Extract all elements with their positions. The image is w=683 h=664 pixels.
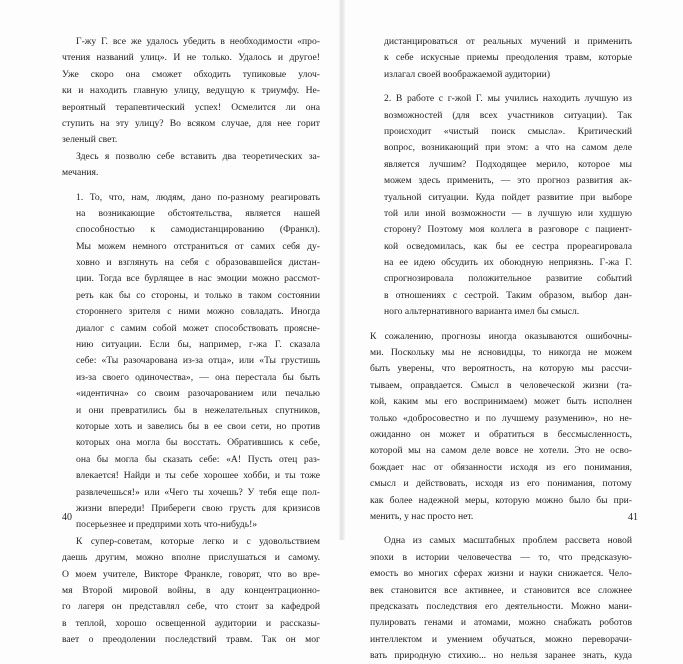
numbered-item bbox=[370, 34, 632, 83]
text-line: спрогнозировала положительное развитие событий bbox=[384, 273, 632, 285]
text-line: интеллектом и умением обучаться, можно переворачи- bbox=[370, 633, 632, 645]
text-line: на возникающие обстоятельства, является нашей bbox=[76, 207, 320, 219]
text-line: кой, каким мы его воспринимаем) может быть исполнен bbox=[370, 396, 632, 408]
text-line: диалог с самим собой может способствовать проясне- bbox=[76, 322, 320, 334]
text-line: менить, у нас просто нет. bbox=[370, 510, 474, 522]
text-line: которых она могла бы восстать. Обратившись к себе, bbox=[76, 437, 320, 449]
text-line: она бы могла бы сказать себе: «А! Пусть отец раз- bbox=[76, 453, 320, 465]
text-line: которой мы на самом деле вовсе не хотели. Это не осво- bbox=[370, 445, 632, 457]
paragraph-gap bbox=[62, 182, 320, 190]
text-line: О моем учителе, Викторе Франкле, говорят, что во вре- bbox=[62, 568, 320, 580]
text-line: бождает нас от обязанности исходя из его понимания, bbox=[370, 461, 632, 473]
text-line: только «добросовестно и по лучшему разумению», но не- bbox=[370, 412, 632, 424]
text-line: туальной ситуации. Куда пойдет развитие при выборе bbox=[384, 191, 632, 203]
text-line: стороннего зрителя с ними можно совладать. Иногда bbox=[76, 306, 320, 318]
right-page-text bbox=[370, 34, 632, 664]
text-line: возможностей (для всех участников ситуации). Так bbox=[384, 109, 632, 121]
text-line: ступить на эту улицу? Во всяком случае, для нее горит bbox=[62, 117, 320, 129]
left-page-text bbox=[62, 34, 320, 648]
text-line: вать природную стихию... но нельзя заранее знать, куда bbox=[370, 650, 632, 662]
text-line: к себе искусные приемы преодоления травм, которые bbox=[384, 52, 632, 64]
page-number-left: 40 bbox=[62, 512, 72, 523]
text-line: себе: «Ты разочарована из-за отца», или «Ты грустишь bbox=[76, 355, 320, 367]
text-line: смысл и действовать, исходя из его понимания, потому bbox=[370, 478, 632, 490]
text-line: является лучшим? Подходящее мерило, которое мы bbox=[384, 158, 632, 170]
text-line: можем здесь применить, — это прогноз развития ак- bbox=[384, 175, 632, 187]
text-line: К супер-советам, которые легко и с удовольствием bbox=[76, 535, 320, 547]
text-line: вопрос, возникающий при этом: а что на самом деле bbox=[384, 142, 632, 154]
paragraph-gap bbox=[370, 321, 632, 329]
text-line: век становится все активнее, и становится все сложнее bbox=[370, 584, 632, 596]
text-line: вероятный терапевтический успех! Осмелится ли она bbox=[62, 101, 320, 113]
text-line: пулировать генами и атомами, можно снабжать роботов bbox=[370, 617, 632, 629]
text-line: дистанцироваться от реальных мучений и применить bbox=[384, 36, 632, 47]
text-line: мя Второй мировой войны, в аду концентрационно- bbox=[62, 584, 320, 596]
numbered-item bbox=[370, 91, 632, 320]
text-line: способностью к самодистанцированию (Франкл). bbox=[76, 224, 320, 236]
text-line: развлечешься!» или «Чего ты хочешь? У тебя еще пол- bbox=[76, 486, 320, 498]
text-line: ции. Тогда все бурлящее в нас эмоции можно рассмот- bbox=[76, 273, 320, 285]
text-line: эпохи в истории человечества — то, что предсказую- bbox=[370, 551, 632, 563]
text-line: ховно и взглянуть на себя с образовавшейся дистан- bbox=[76, 257, 320, 269]
text-line: тываем, оправдается. Смысл в человеческой жизни (та- bbox=[370, 379, 632, 391]
paragraph bbox=[62, 149, 320, 182]
paragraph bbox=[370, 329, 632, 526]
text-line: ми. Поскольку мы не ясновидцы, то никогда не можем bbox=[370, 347, 632, 359]
text-line: емость во многих сферах жизни и науки снижается. Чело- bbox=[370, 568, 632, 580]
paragraph bbox=[370, 533, 632, 664]
text-line: которые хоть и завелись бы в ее свои сети, но против bbox=[76, 420, 320, 432]
text-line: Г-жу Г. все же удалось убедить в необходимости «про- bbox=[76, 36, 320, 47]
text-line: «идентична» со своим разочарованием или печалью bbox=[76, 388, 320, 400]
left-page bbox=[0, 0, 340, 646]
text-line: даешь другим, можно вполне прислушаться и самому. bbox=[62, 552, 320, 564]
text-line: влекается! Найди и ты себе хорошее хобби, и ты тоже bbox=[76, 470, 320, 482]
text-line: из-за своего одиночества», — она перестала бы быть bbox=[76, 371, 320, 383]
text-line: нию ситуации. Если бы, например, г-жа Г. сказала bbox=[76, 339, 320, 351]
text-line: и они превратились бы в нежелательных спутников, bbox=[76, 404, 320, 416]
text-line: быть уверены, что вероятность, на которую мы рассчи- bbox=[370, 363, 632, 375]
text-line: ки и находить главную улицу, ведущую к триумфу. Не- bbox=[62, 85, 320, 97]
text-line: го лагеря он представлял себе, что стоит за кафедрой bbox=[62, 601, 320, 613]
text-line: реть как бы со стороны, и только в таком состоянии bbox=[76, 289, 320, 301]
text-line: 1. То, что, нам, людям, дано по-разному реагировать bbox=[76, 191, 320, 203]
text-line: излагал своей воображаемой аудитории) bbox=[384, 68, 551, 80]
paragraph bbox=[62, 534, 320, 649]
paragraph-gap bbox=[370, 83, 632, 91]
text-line: вает о преодолении последствий травм. Так он мог bbox=[62, 634, 320, 646]
text-line: ного альтернативного варианта имел бы смысл. bbox=[384, 306, 580, 318]
text-line: посерьезнее и предприми хоть что-нибудь!» bbox=[76, 519, 258, 531]
text-line: жизни впереди! Прибереги свою грусть для кризисов bbox=[76, 502, 320, 514]
text-line: той или иной возможности — в лучшую или худшую bbox=[384, 207, 632, 219]
text-line: Уже скоро она сможет обходить тупиковые улоч- bbox=[62, 68, 320, 80]
text-line: ожиданно он может и обратиться в бессмысленность, bbox=[370, 428, 632, 440]
text-line: происходит «чистый поиск смысла». Критический bbox=[384, 125, 632, 137]
page-number-right: 41 bbox=[628, 512, 638, 523]
text-line: сторону? Поэтому моя коллега в разговоре с пациент- bbox=[384, 224, 632, 236]
paragraph bbox=[62, 34, 320, 149]
text-line: на ее идею обсудить их обоюдную неприязнь. Г-жа Г. bbox=[384, 257, 632, 269]
text-line: 2. В работе с г-жой Г. мы учились находить лучшую из bbox=[384, 93, 632, 105]
text-line: Здесь я позволю себе вставить два теоретических за- bbox=[76, 150, 320, 162]
text-line: Мы можем немного отстраниться от самих себя ду- bbox=[76, 240, 320, 252]
text-line: предсказать последствия его деятельности. Можно мани- bbox=[370, 600, 632, 612]
numbered-item bbox=[62, 190, 320, 534]
text-line: Одна из самых масштабных проблем рассвета новой bbox=[384, 535, 632, 547]
paragraph-gap bbox=[370, 525, 632, 533]
text-line: К сожалению, прогнозы иногда оказываются ошибочны- bbox=[370, 330, 632, 342]
right-page bbox=[344, 0, 683, 662]
text-line: в отношениях с сестрой. Таким образом, выбор дан- bbox=[384, 289, 632, 301]
text-line: мечания. bbox=[62, 167, 99, 179]
text-line: в теплой, хорошо освещенной аудитории и рассказы- bbox=[62, 617, 320, 629]
text-line: чтения названий улиц». И не только. Удалось и другое! bbox=[62, 52, 320, 64]
text-line: зеленый свет. bbox=[62, 134, 118, 146]
text-line: как более надежной меры, которую можно было бы при- bbox=[370, 494, 632, 506]
text-line: кой осведомилась, как бы ее сестра прореагировала bbox=[384, 240, 632, 252]
